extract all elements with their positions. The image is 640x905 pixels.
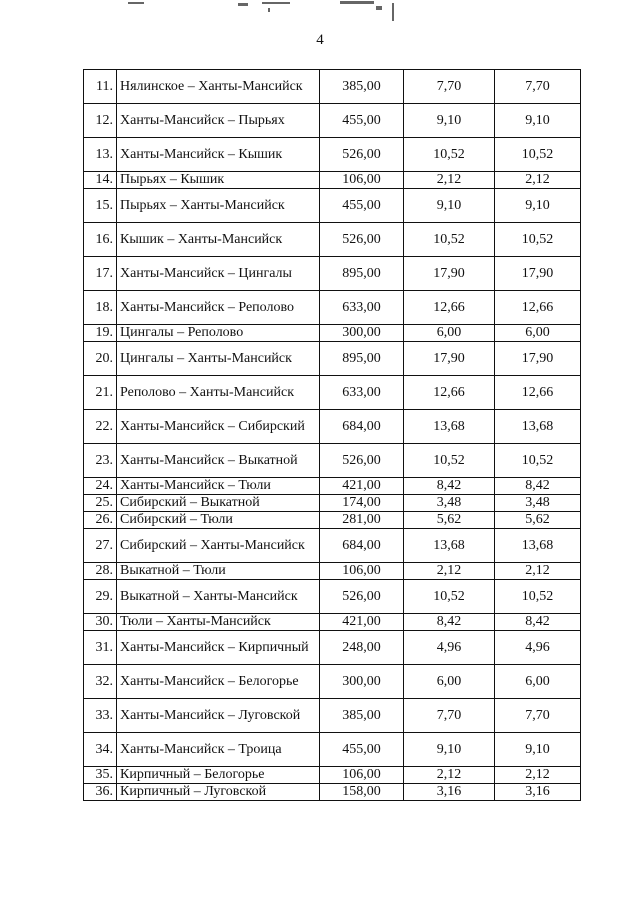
price-cell: 17,90 xyxy=(495,342,581,376)
row-number-cell: 35. xyxy=(84,767,117,784)
distance-cell: 455,00 xyxy=(320,189,404,223)
route-cell: Ханты-Мансийск – Кирпичный xyxy=(117,631,320,665)
route-cell: Цингалы – Ханты-Мансийск xyxy=(117,342,320,376)
price-cell: 12,66 xyxy=(404,376,495,410)
distance-cell: 300,00 xyxy=(320,665,404,699)
price-cell: 10,52 xyxy=(495,580,581,614)
route-cell: Сибирский – Ханты-Мансийск xyxy=(117,529,320,563)
price-cell: 17,90 xyxy=(495,257,581,291)
distance-cell: 281,00 xyxy=(320,512,404,529)
table-row xyxy=(84,699,581,733)
row-number-cell: 22. xyxy=(84,410,117,444)
row-number-cell: 34. xyxy=(84,733,117,767)
price-cell: 17,90 xyxy=(404,257,495,291)
row-number-cell: 36. xyxy=(84,784,117,801)
route-cell: Ханты-Мансийск – Реполово xyxy=(117,291,320,325)
row-number-cell: 18. xyxy=(84,291,117,325)
distance-cell: 106,00 xyxy=(320,563,404,580)
price-cell: 4,96 xyxy=(495,631,581,665)
row-number-cell: 33. xyxy=(84,699,117,733)
distance-cell: 684,00 xyxy=(320,410,404,444)
price-cell: 12,66 xyxy=(404,291,495,325)
price-cell: 9,10 xyxy=(495,104,581,138)
route-cell: Ханты-Мансийск – Тюли xyxy=(117,478,320,495)
route-fare-table xyxy=(83,69,581,801)
price-cell: 7,70 xyxy=(404,699,495,733)
row-number-cell: 23. xyxy=(84,444,117,478)
route-cell: Ханты-Мансийск – Белогорье xyxy=(117,665,320,699)
price-cell: 13,68 xyxy=(404,529,495,563)
table-row xyxy=(84,376,581,410)
price-cell: 8,42 xyxy=(495,614,581,631)
price-cell: 5,62 xyxy=(495,512,581,529)
route-cell: Ханты-Мансийск – Троица xyxy=(117,733,320,767)
row-number-cell: 24. xyxy=(84,478,117,495)
price-cell: 2,12 xyxy=(495,172,581,189)
row-number-cell: 11. xyxy=(84,70,117,104)
table-row xyxy=(84,138,581,172)
price-cell: 10,52 xyxy=(495,138,581,172)
table-row xyxy=(84,580,581,614)
route-cell: Реполово – Ханты-Мансийск xyxy=(117,376,320,410)
price-cell: 6,00 xyxy=(404,325,495,342)
price-cell: 10,52 xyxy=(404,444,495,478)
table-row xyxy=(84,291,581,325)
row-number-cell: 19. xyxy=(84,325,117,342)
price-cell: 2,12 xyxy=(404,563,495,580)
table-row xyxy=(84,495,581,512)
row-number-cell: 32. xyxy=(84,665,117,699)
table-row xyxy=(84,223,581,257)
route-cell: Цингалы – Реполово xyxy=(117,325,320,342)
price-cell: 3,48 xyxy=(495,495,581,512)
price-cell: 6,00 xyxy=(495,665,581,699)
distance-cell: 158,00 xyxy=(320,784,404,801)
row-number-cell: 31. xyxy=(84,631,117,665)
scan-noise-marks xyxy=(0,0,640,30)
row-number-cell: 30. xyxy=(84,614,117,631)
row-number-cell: 12. xyxy=(84,104,117,138)
route-cell: Ханты-Мансийск – Сибирский xyxy=(117,410,320,444)
price-cell: 7,70 xyxy=(495,699,581,733)
table-row xyxy=(84,478,581,495)
row-number-cell: 15. xyxy=(84,189,117,223)
price-cell: 2,12 xyxy=(404,767,495,784)
route-cell: Пырьях – Кышик xyxy=(117,172,320,189)
distance-cell: 684,00 xyxy=(320,529,404,563)
row-number-cell: 17. xyxy=(84,257,117,291)
price-cell: 8,42 xyxy=(404,478,495,495)
price-cell: 6,00 xyxy=(495,325,581,342)
price-cell: 2,12 xyxy=(495,767,581,784)
distance-cell: 385,00 xyxy=(320,699,404,733)
route-cell: Пырьях – Ханты-Мансийск xyxy=(117,189,320,223)
table-row xyxy=(84,70,581,104)
price-cell: 13,68 xyxy=(495,529,581,563)
distance-cell: 385,00 xyxy=(320,70,404,104)
route-cell: Тюли – Ханты-Мансийск xyxy=(117,614,320,631)
distance-cell: 455,00 xyxy=(320,104,404,138)
price-cell: 10,52 xyxy=(404,580,495,614)
route-cell: Кирпичный – Белогорье xyxy=(117,767,320,784)
route-cell: Выкатной – Ханты-Мансийск xyxy=(117,580,320,614)
row-number-cell: 26. xyxy=(84,512,117,529)
table-row xyxy=(84,767,581,784)
price-cell: 9,10 xyxy=(495,189,581,223)
price-cell: 7,70 xyxy=(495,70,581,104)
distance-cell: 633,00 xyxy=(320,291,404,325)
table-row xyxy=(84,410,581,444)
price-cell: 10,52 xyxy=(495,444,581,478)
route-cell: Ханты-Мансийск – Пырьях xyxy=(117,104,320,138)
distance-cell: 248,00 xyxy=(320,631,404,665)
page-number: 4 xyxy=(316,32,324,48)
price-cell: 2,12 xyxy=(404,172,495,189)
price-cell: 3,48 xyxy=(404,495,495,512)
price-cell: 9,10 xyxy=(404,104,495,138)
table-row xyxy=(84,529,581,563)
distance-cell: 633,00 xyxy=(320,376,404,410)
row-number-cell: 27. xyxy=(84,529,117,563)
distance-cell: 421,00 xyxy=(320,614,404,631)
table-row xyxy=(84,512,581,529)
row-number-cell: 28. xyxy=(84,563,117,580)
route-cell: Нялинское – Ханты-Мансийск xyxy=(117,70,320,104)
table-row xyxy=(84,189,581,223)
price-cell: 13,68 xyxy=(495,410,581,444)
price-cell: 5,62 xyxy=(404,512,495,529)
row-number-cell: 20. xyxy=(84,342,117,376)
route-cell: Кышик – Ханты-Мансийск xyxy=(117,223,320,257)
price-cell: 10,52 xyxy=(404,138,495,172)
row-number-cell: 14. xyxy=(84,172,117,189)
price-cell: 13,68 xyxy=(404,410,495,444)
row-number-cell: 21. xyxy=(84,376,117,410)
row-number-cell: 29. xyxy=(84,580,117,614)
price-cell: 9,10 xyxy=(495,733,581,767)
price-cell: 12,66 xyxy=(495,291,581,325)
table-row xyxy=(84,631,581,665)
row-number-cell: 13. xyxy=(84,138,117,172)
route-cell: Выкатной – Тюли xyxy=(117,563,320,580)
distance-cell: 300,00 xyxy=(320,325,404,342)
distance-cell: 526,00 xyxy=(320,444,404,478)
table-row xyxy=(84,614,581,631)
distance-cell: 174,00 xyxy=(320,495,404,512)
distance-cell: 526,00 xyxy=(320,580,404,614)
price-cell: 2,12 xyxy=(495,563,581,580)
table-row xyxy=(84,784,581,801)
table-row xyxy=(84,257,581,291)
route-cell: Ханты-Мансийск – Цингалы xyxy=(117,257,320,291)
distance-cell: 895,00 xyxy=(320,257,404,291)
distance-cell: 106,00 xyxy=(320,767,404,784)
route-cell: Сибирский – Тюли xyxy=(117,512,320,529)
price-cell: 4,96 xyxy=(404,631,495,665)
distance-cell: 106,00 xyxy=(320,172,404,189)
price-cell: 17,90 xyxy=(404,342,495,376)
table-row xyxy=(84,733,581,767)
table-row xyxy=(84,172,581,189)
table-row xyxy=(84,325,581,342)
distance-cell: 526,00 xyxy=(320,223,404,257)
price-cell: 10,52 xyxy=(495,223,581,257)
price-cell: 9,10 xyxy=(404,189,495,223)
price-cell: 12,66 xyxy=(495,376,581,410)
distance-cell: 421,00 xyxy=(320,478,404,495)
row-number-cell: 25. xyxy=(84,495,117,512)
route-cell: Сибирский – Выкатной xyxy=(117,495,320,512)
price-cell: 9,10 xyxy=(404,733,495,767)
route-cell: Ханты-Мансийск – Выкатной xyxy=(117,444,320,478)
route-fare-table-body xyxy=(84,70,581,801)
table-row xyxy=(84,665,581,699)
table-row xyxy=(84,444,581,478)
table-row xyxy=(84,104,581,138)
table-row xyxy=(84,342,581,376)
price-cell: 6,00 xyxy=(404,665,495,699)
price-cell: 3,16 xyxy=(495,784,581,801)
route-cell: Ханты-Мансийск – Кышик xyxy=(117,138,320,172)
price-cell: 7,70 xyxy=(404,70,495,104)
route-cell: Ханты-Мансийск – Луговской xyxy=(117,699,320,733)
distance-cell: 895,00 xyxy=(320,342,404,376)
route-cell: Кирпичный – Луговской xyxy=(117,784,320,801)
price-cell: 8,42 xyxy=(404,614,495,631)
price-cell: 3,16 xyxy=(404,784,495,801)
price-cell: 8,42 xyxy=(495,478,581,495)
table-row xyxy=(84,563,581,580)
distance-cell: 526,00 xyxy=(320,138,404,172)
price-cell: 10,52 xyxy=(404,223,495,257)
row-number-cell: 16. xyxy=(84,223,117,257)
distance-cell: 455,00 xyxy=(320,733,404,767)
